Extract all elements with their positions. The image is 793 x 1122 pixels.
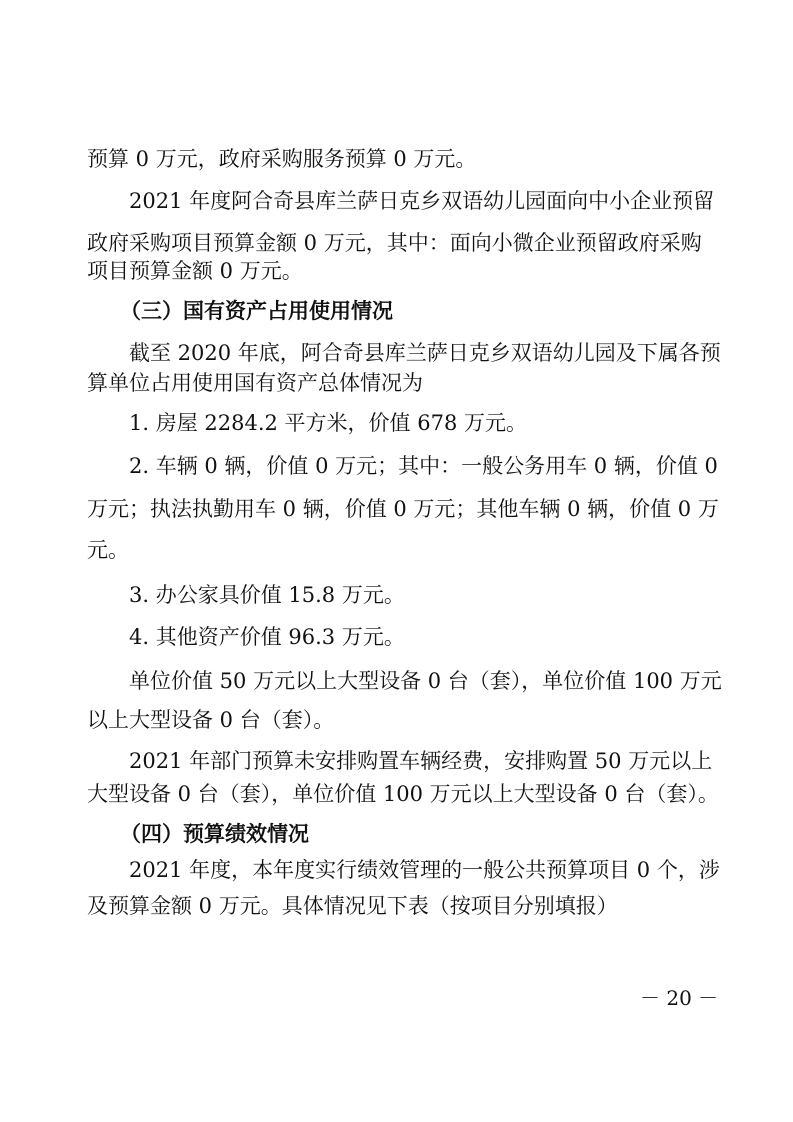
paragraph-line: 2021 年度阿合奇县库兰萨日克乡双语幼儿园面向中小企业预留 xyxy=(129,189,715,213)
paragraph-line: 算单位占用使用国有资产总体情况为 xyxy=(87,371,423,395)
paragraph-line: 预算 0 万元，政府采购服务预算 0 万元。 xyxy=(87,147,477,171)
list-item: 2. 车辆 0 辆，价值 0 万元；其中：一般公务用车 0 辆，价值 0 xyxy=(129,454,718,478)
paragraph-line: 及预算金额 0 万元。具体情况见下表（按项目分别填报） xyxy=(87,894,618,918)
list-item: 3. 办公家具价值 15.8 万元。 xyxy=(129,583,405,607)
paragraph-line: 单位价值 50 万元以上大型设备 0 台（套），单位价值 100 万元 xyxy=(129,669,722,693)
paragraph-line: 大型设备 0 台（套），单位价值 100 万元以上大型设备 0 台（套）。 xyxy=(87,782,719,806)
paragraph-line: 2021 年部门预算未安排购置车辆经费，安排购置 50 万元以上 xyxy=(129,749,713,773)
paragraph-line: 截至 2020 年底，阿合奇县库兰萨日克乡双语幼儿园及下属各预 xyxy=(129,341,721,365)
list-item: 1. 房屋 2284.2 平方米，价值 678 万元。 xyxy=(129,411,527,435)
paragraph-line: 项目预算金额 0 万元。 xyxy=(87,259,303,283)
paragraph-line: 2021 年度，本年度实行绩效管理的一般公共预算项目 0 个，涉 xyxy=(129,858,720,882)
list-item: 4. 其他资产价值 96.3 万元。 xyxy=(129,625,405,649)
paragraph-line: 以上大型设备 0 台（套）。 xyxy=(87,708,335,732)
list-item-continuation: 万元；执法执勤用车 0 辆，价值 0 万元；其他车辆 0 辆，价值 0 万 xyxy=(87,497,719,521)
section-heading: （四）预算绩效情况 xyxy=(120,821,309,846)
paragraph-line: 政府采购项目预算金额 0 万元，其中：面向小微企业预留政府采购 xyxy=(87,231,702,255)
page-number: － 20 － xyxy=(640,986,719,1010)
list-item-continuation: 元。 xyxy=(87,538,129,562)
section-heading: （三）国有资产占用使用情况 xyxy=(120,298,393,323)
